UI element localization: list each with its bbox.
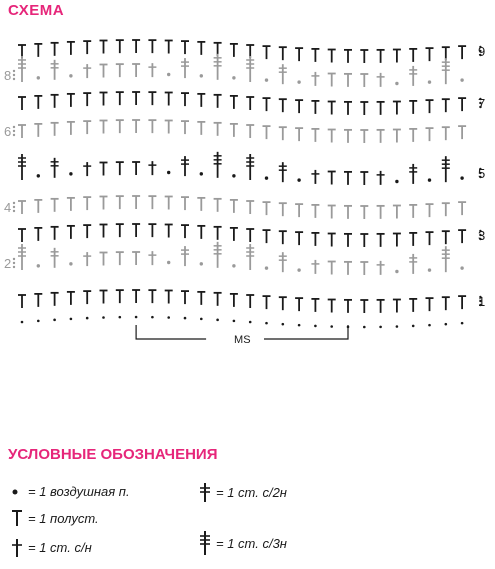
row-number-5: 5 [478,166,486,181]
chain-icon [10,485,24,499]
ms-bracket-right [264,325,348,339]
legend-item-chain [10,484,130,499]
row-number-3: 3 [478,228,486,243]
chart-row-2 [13,242,464,275]
legend-item-double-treble-crochet [198,530,287,556]
legend-text-chain: = 1 воздушная п. [28,484,130,499]
double-crochet-icon [10,536,24,558]
chart-row-5 [18,152,482,185]
treble-crochet-icon [198,481,212,503]
row-number-9: 9 [478,44,486,59]
row-number-4: 4 [4,200,12,215]
row-number-6: 6 [4,124,12,139]
ms-bracket-left [136,325,206,339]
row-number-1: 1 [478,294,486,309]
row-number-2: 2 [4,256,12,271]
legend-text-double-crochet: = 1 ст. с/н [28,539,92,555]
legend-item-double-crochet [10,536,92,558]
legend-text-double-treble-crochet: = 1 ст. с/3н [216,535,287,551]
chart-row-4 [13,196,466,219]
double-treble-crochet-icon [198,530,212,556]
legend-item-slip-stitch [10,509,99,527]
legend-text-treble-crochet: = 1 ст. с/2н [216,484,287,500]
legend-text-slip-stitch: = 1 полуст. [28,510,99,526]
legend-title: УСЛОВНЫЕ ОБОЗНАЧЕНИЯ [8,446,218,463]
foundation-chain [21,316,464,329]
scheme-title: СХЕМА [8,2,65,19]
chart-row-7 [18,92,482,115]
chart-row-3 [18,224,482,247]
row-number-7: 7 [478,96,486,111]
legend-item-treble-crochet [198,481,287,503]
row-number-8: 8 [4,68,12,83]
ms-label: MS [234,334,251,346]
chart-row-6 [13,120,466,143]
slip-stitch-icon [10,509,24,527]
chart-row-1 [18,290,482,313]
